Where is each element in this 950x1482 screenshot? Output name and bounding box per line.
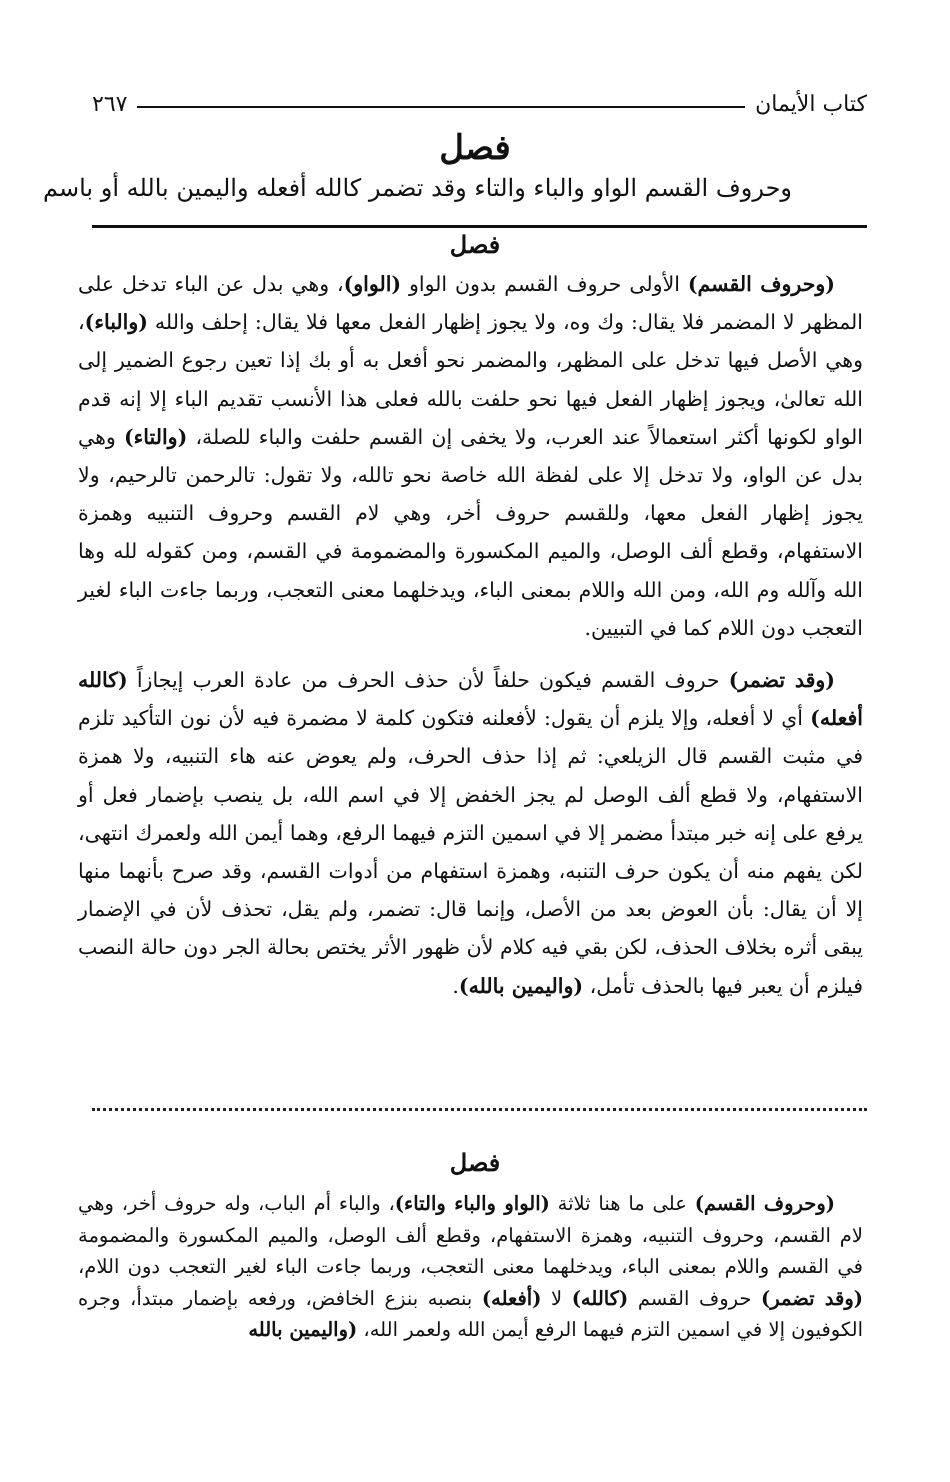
lemma: (وحروف القسم) [687, 272, 835, 296]
text-run: حروف القسم فيكون حلفاً لأن حذف الحرف من عادة العرب إيجازاً [127, 668, 729, 693]
lemma: (وقد تضمر) [728, 668, 835, 693]
lemma: (أفعله) [481, 1286, 542, 1310]
commentary-1-paragraph-1 [78, 265, 863, 647]
text-run: ، وهي بدل عن الباء تدخل على المظهر لا المضمر فلا يقال: وك وه، ولا يجوز إظهار الفعل معها فلا يقال: إحلف والله [78, 272, 863, 335]
text-run: بنصبه بنزع الخافض، ورفعه بإضمار مبتدأ، وجره الكوفيون إلا في اسمين التزم فيهما الرفع أيمن الله ولعمر الله، [78, 1286, 863, 1341]
commentary-2-heading: فصل [449, 1148, 501, 1177]
lemma: (كالله) [571, 1286, 629, 1310]
dotted-separator [92, 1108, 867, 1111]
commentary-1-paragraph-2 [78, 661, 863, 1005]
text-run: لا [541, 1286, 572, 1310]
text-run: حروف القسم [628, 1286, 762, 1310]
book-title: كتاب الأيمان [755, 91, 867, 117]
text-run: أي لا أفعله، وإلا يلزم أن يقول: لأفعلنه فتكون كلمة لا مضمرة فيه لأن نون التأكيد تلزم في مثبت القسم قال الزيلعي: ثم إذا حذف الحرف، ولم يعوض عنه هاء التنبيه، ولا همزة الاستفهام، ولا قطع ألف الوصل لم يجز الخفض إلا في اسم الله، بل ينصب بإضمار فعل أو يرفع على إنه خبر مبتدأ مضمر إلا في اسمين التزم فيهما الرفع، وهما أيمن الله ولعمرك انتهى، لكن يفهم منه أن يكون حرف التنبه، وهمزة استفهام من أدوات القسم، وقد صرح بأنهما منها إلا أن يقال: بأن العوض بعد من الأصل، وإنما قال: تضمر، ولم يقل، تحذف لأن في الإضمار يبقى أثره بخلاف الحذف، لكن بقي فيه كلام لأن ظهور الأثر يختص بحالة الجر دون حالة النصب فيلزم أن يعبر فيها بالحذف تأمل، [78, 706, 863, 998]
lemma: (واليمين بالله [248, 1318, 358, 1341]
lemma: (كالله أفعله) [78, 668, 863, 731]
matn-divider [92, 225, 867, 228]
text-run: على ما هنا ثلاثة [549, 1192, 695, 1215]
lemma: (والباء) [84, 310, 148, 335]
lemma: (وقد تضمر) [761, 1286, 863, 1310]
lemma: (الواو) [343, 272, 402, 296]
commentary-2-paragraph-1 [78, 1188, 863, 1346]
text-run: ، والباء أم الباب، وله حروف أخر، وهي لام القسم، وحروف التنبيه، وهمزة الاستفهام، وقطع ألف الوصل، والميم المكسورة والمضمومة في القسم واللام بمعنى الباء، ويدخلهما معنى التعجب، وربما جاءت الباء لغير التعجب دون اللام، [78, 1192, 863, 1278]
matn-text: وحروف القسم الواو والباء والتاء وقد تضمر كالله أفعله واليمين بالله أو باسم [43, 174, 792, 202]
text-run: ، وهي الأصل فيها تدخل على المظهر، والمضمر نحو أفعل به أو بك إذا تعين رجوع الضمير إلى الله تعالىٰ، ويجوز إظهار الفعل فيها نحو حلفت بالله فعلى هذا الأنسب تقديم الباء إلا إنه قدم الواو لكونها أكثر استعمالاً عند العرب، ولا يخفى إن القسم حلفت والباء للصلة، [78, 310, 863, 449]
text-run: الأولى حروف القسم بدون الواو [401, 272, 688, 296]
matn-heading: فصل [439, 128, 511, 168]
lemma: (وحروف القسم) [694, 1192, 835, 1215]
lemma: (واليمين بالله) [458, 973, 584, 998]
commentary-1 [78, 265, 863, 1005]
lemma: (والتاء) [123, 424, 188, 449]
commentary-1-heading: فصل [449, 230, 501, 259]
text-run: . [452, 973, 459, 998]
lemma: (الواو والباء والتاء) [394, 1192, 550, 1215]
header-rule [137, 106, 745, 108]
running-header [92, 86, 867, 122]
page-number: ٢٦٧ [92, 91, 128, 117]
text-run: وهي بدل عن الواو، ولا تدخل إلا على لفظة الله خاصة نحو تالله، ولا تقول: تالرحمن تالرحيم، ولا يجوز إظهار الفعل معها، وللقسم حروف أخر، وهي لام القسم وحروف التنبيه وهمزة الاستفهام، وقطع ألف الوصل، والميم المكسورة والمضمومة في القسم، ومن كقوله لله وها الله وآلله وم الله، ومن الله واللام بمعنى الباء، ويدخلهما معنى التعجب، وربما جاءت الباء لغير التعجب دون اللام كما في التبيين. [78, 424, 863, 640]
commentary-2 [78, 1188, 863, 1346]
